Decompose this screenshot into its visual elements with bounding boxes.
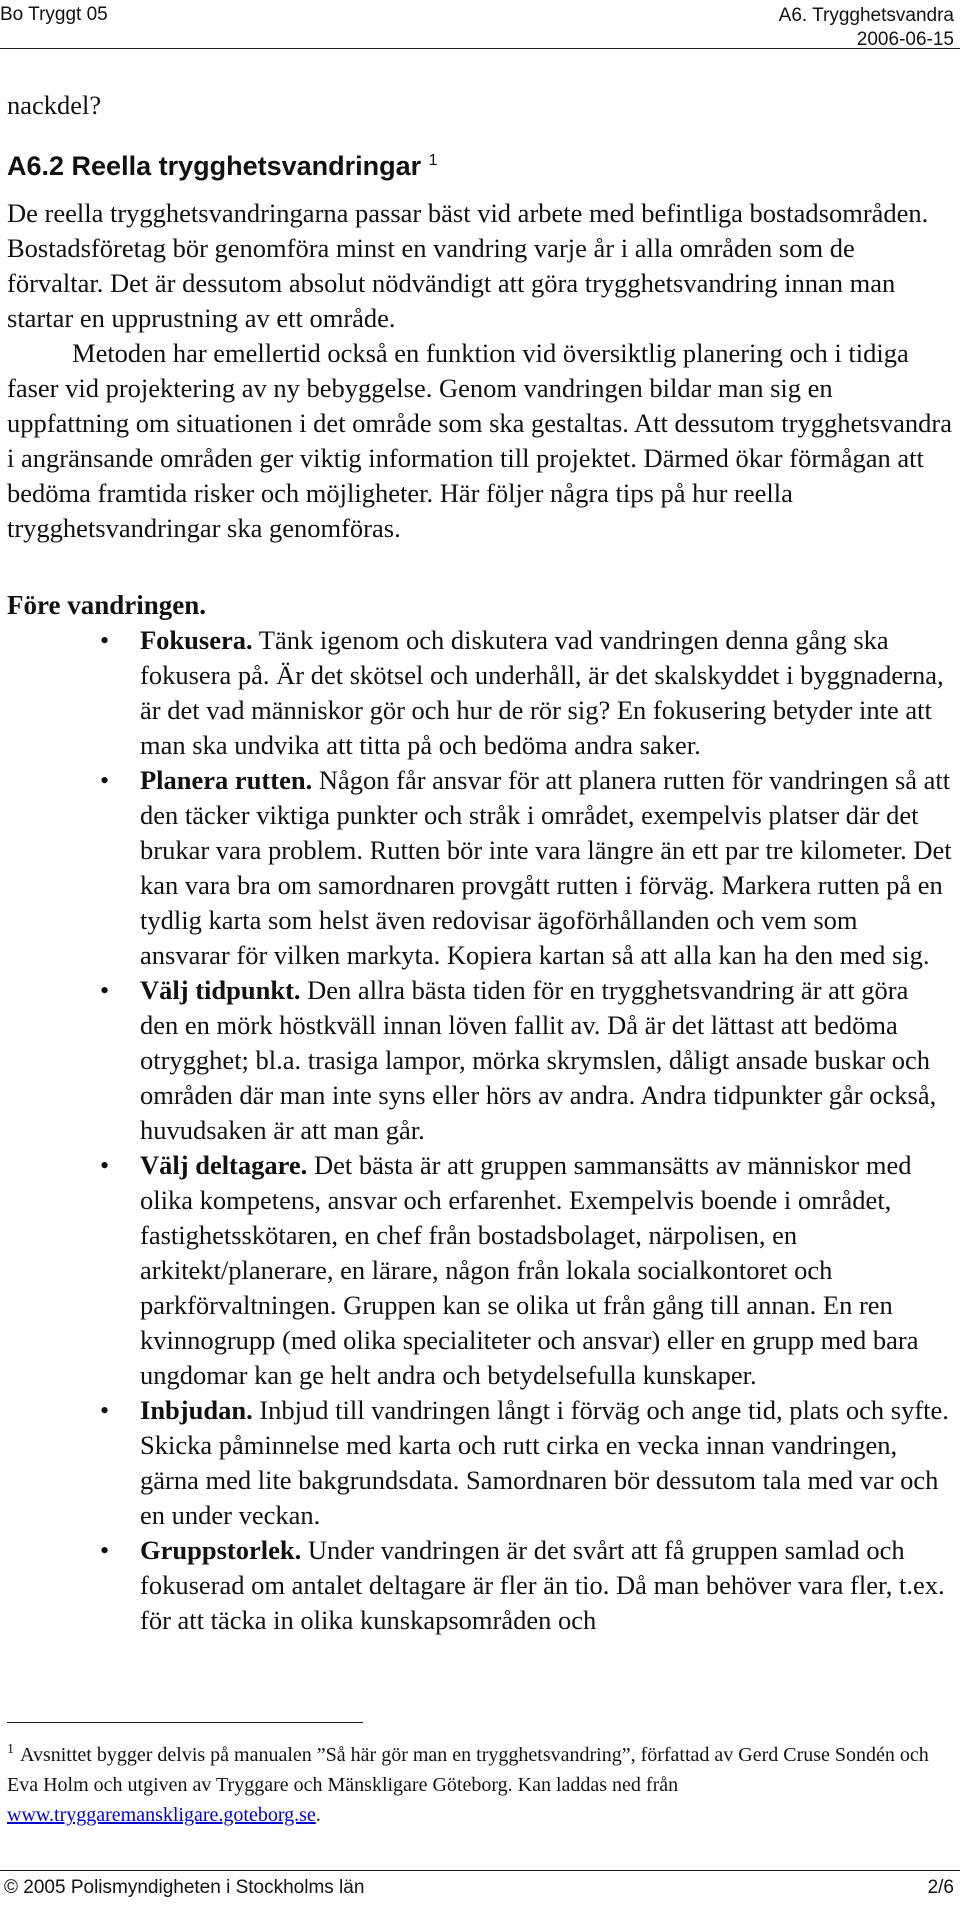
list-item: [7, 973, 952, 1148]
tip-text: Tänk igenom och diskutera vad vandringen denna gång ska fokusera på. Är det skötsel och underhåll, är det skalskyddet i byggnaderna, är det vad människor gör och hur de rör sig? En fokusering betyder inte att man ska undvika att titta på och bedöma andra saker.: [140, 625, 944, 760]
footnote-link[interactable]: www.tryggaremanskligare.goteborg.se: [7, 1804, 316, 1826]
tip-text: Inbjud till vandringen långt i förväg och ange tid, plats och syfte. Skicka påminnelse med karta och rutt cirka en vecka innan vandringen, gärna med lite bakgrundsdata. Samordnaren bör dessutom tala med var och en under veckan.: [140, 1395, 949, 1530]
paragraph-2: Metoden har emellertid också en funktion vid översiktlig planering och i tidiga faser vid projektering av ny bebyggelse. Genom vandringen bildar man sig en uppfattning om situationen i det område som ska gestaltas. Att dessutom trygghetsvandra i angränsande områden ger viktig information till projektet. Därmed ökar förmågan att bedöma framtida risker och möjligheter. Här följer några tips på hur reella trygghetsvandringar ska genomföras.: [7, 338, 953, 543]
bullet-icon: •: [100, 1396, 110, 1425]
section-title: A6.2 Reella trygghetsvandringar: [7, 151, 422, 181]
bullet-icon: •: [100, 626, 110, 655]
tips-list: [7, 623, 952, 1638]
tip-title: Planera rutten.: [140, 765, 313, 795]
footnote-ref[interactable]: 1: [428, 152, 438, 169]
header-date: 2006-06-15: [856, 29, 954, 50]
footer-page-number: 2/6: [927, 1877, 954, 1898]
page-footer: [0, 1870, 960, 1907]
intro-text: nackdel?: [7, 90, 102, 120]
footnote: [7, 1740, 952, 1830]
paragraph-1: De reella trygghetsvandringarna passar bäst vid arbete med befintliga bostadsområden. Bostadsföretag bör genomföra minst en vandring varje år i alla områden som de förvaltar. Det är dessutom absolut nödvändigt att göra trygghetsvandring innan man startar en upprustning av ett område.: [7, 198, 929, 333]
tip-title: Fokusera.: [140, 625, 253, 655]
footnote-divider: [7, 1722, 363, 1723]
tip-text: Den allra bästa tiden för en trygghetsvandring är att göra den en mörk höstkväll innan löven fallit av. Då är det lättast att bedöma otrygghet; bl.a. trasiga lampor, mörka skrymslen, dåligt ansade buskar och områden där man inte syns eller hörs av andra. Andra tidpunkter går också, huvudsaken är att man går.: [140, 975, 937, 1145]
list-item: [7, 1393, 952, 1533]
footnote-number: 1: [7, 1742, 14, 1758]
bullet-icon: •: [100, 976, 110, 1005]
tip-text: Det bästa är att gruppen sammansätts av människor med olika kompetens, ansvar och erfarenhet. Exempelvis boende i området, fastighetsskötaren, en chef från bostadsbolaget, närpolisen, en arkitekt/planerare, en lärare, någon från lokala socialkontoret och parkförvaltningen. Gruppen kan se olika ut från gång till annan. En ren kvinnogrupp (med olika specialiteter och ansvar) eller en grupp med bara ungdomar kan ge helt andra och betydelsefulla kunskaper.: [140, 1150, 919, 1390]
list-item: [7, 623, 952, 763]
tip-text: Under vandringen är det svårt att få gruppen samlad och fokuserad om antalet deltagare är fler än tio. Då man behöver vara fler, t.ex. för att täcka in olika kunskapsområden och: [140, 1535, 945, 1635]
page-header: [0, 0, 960, 49]
tip-title: Välj deltagare.: [140, 1150, 308, 1180]
footnote-text: Avsnittet bygger delvis på manualen ”Så här gör man en trygghetsvandring”, författad av Gerd Cruse Sondén och Eva Holm och utgiven av Tryggare och Mänskligare Göteborg. Kan laddas ned från: [7, 1744, 929, 1796]
bullet-icon: •: [100, 766, 110, 795]
bullet-icon: •: [100, 1536, 110, 1565]
header-right: [779, 4, 954, 52]
page-body: [7, 88, 952, 1638]
subheading: Före vandringen.: [7, 590, 207, 620]
list-item: [7, 1148, 952, 1393]
header-doc-title: Bo Tryggt 05: [0, 4, 108, 25]
footer-copyright: © 2005 Polismyndigheten i Stockholms län: [4, 1877, 365, 1898]
section-heading: [7, 148, 952, 184]
tip-title: Inbjudan.: [140, 1395, 253, 1425]
bullet-icon: •: [100, 1151, 110, 1180]
list-item: [7, 1533, 952, 1638]
tip-title: Välj tidpunkt.: [140, 975, 301, 1005]
header-section-title: A6. Trygghetsvandra: [778, 5, 954, 26]
footnote-end: .: [315, 1804, 321, 1826]
list-item: [7, 763, 952, 973]
tip-title: Gruppstorlek.: [140, 1535, 302, 1565]
tip-text: Någon får ansvar för att planera rutten för vandringen så att den täcker viktiga punkter och stråk i området, exempelvis platser där det brukar vara problem. Rutten bör inte vara längre än ett par tre kilometer. Det kan vara bra om samordnaren provgått rutten i förväg. Markera rutten på en tydlig karta som helst även redovisar ägoförhållanden och vem som ansvarar för vilken markyta. Kopiera kartan så att alla kan ha den med sig.: [140, 765, 952, 970]
